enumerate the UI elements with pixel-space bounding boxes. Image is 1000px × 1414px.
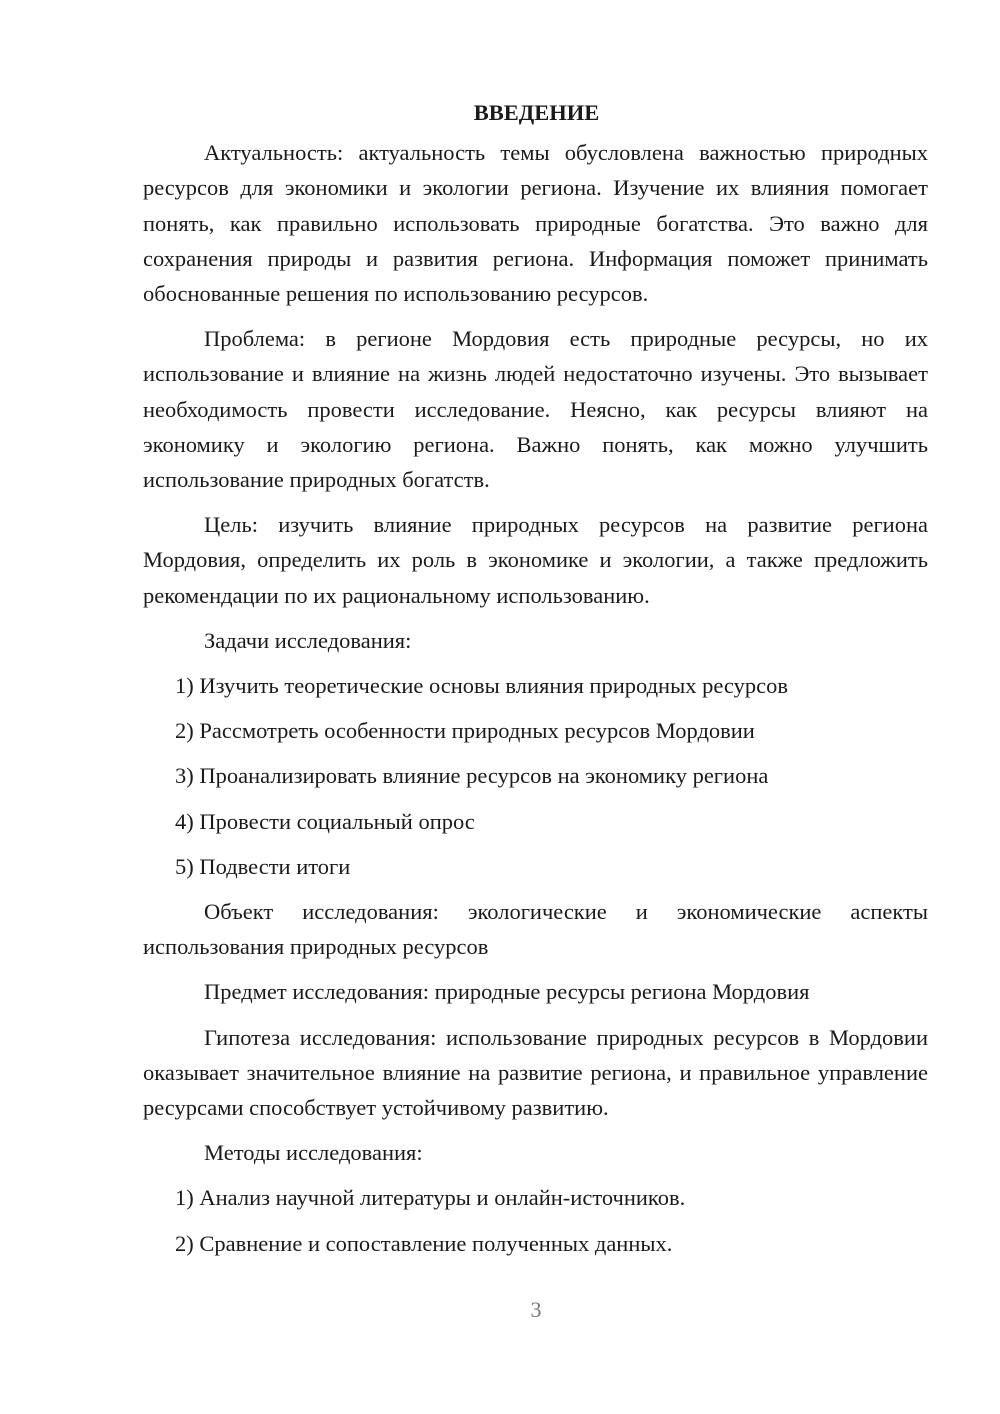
tasks-heading: Задачи исследования: — [204, 627, 412, 653]
problem-paragraph: Проблема: в регионе Мордовия есть природные ресурсы, но их использование и влияние на жизнь людей недостаточно изучены. Это вызывает необходимость провести исследование. Неясно, как ресурсы влияют на экономику и экологию региона. Важно понять, как можно улучшить использование природных богатств. — [143, 326, 928, 493]
list-item: 2) Сравнение и сопоставление полученных данных. — [175, 1230, 673, 1256]
list-item: 2) Рассмотреть особенности природных ресурсов Мордовии — [175, 718, 755, 744]
list-item: 5) Подвести итоги — [175, 853, 351, 879]
list-item: 1) Изучить теоретические основы влияния природных ресурсов — [175, 673, 788, 699]
list-item: 1) Анализ научной литературы и онлайн-источников. — [175, 1185, 686, 1211]
list-item: 3) Проанализировать влияние ресурсов на экономику региона — [175, 763, 769, 789]
hypothesis-paragraph: Гипотеза исследования: использование природных ресурсов в Мордовии оказывает значительное влияние на развитие региона, и правильное управление ресурсами способствует устойчивому развитию. — [143, 1024, 928, 1121]
list-item: 4) Провести социальный опрос — [175, 808, 475, 834]
methods-heading: Методы исследования: — [204, 1140, 423, 1166]
document-page — [143, 95, 928, 1271]
relevance-paragraph: Актуальность: актуальность темы обусловлена важностью природных ресурсов для экономики и экологии региона. Изучение их влияния помогает понять, как правильно использовать природные богатства. Это важно для сохранения природы и развития региона. Информация поможет принимать обоснованные решения по использованию ресурсов. — [143, 140, 928, 307]
section-title: ВВЕДЕНИЕ — [473, 100, 600, 125]
object-paragraph: Объект исследования: экологические и экономические аспекты использования природных ресурсов — [143, 899, 928, 960]
subject-paragraph: Предмет исследования: природные ресурсы региона Мордовия — [204, 979, 810, 1005]
goal-paragraph: Цель: изучить влияние природных ресурсов на развитие региона Мордовия, определить их роль в экономике и экологии, а также предложить рекомендации по их рациональному использованию. — [143, 512, 928, 608]
page-number: 3 — [530, 1297, 542, 1322]
methods-list — [143, 1180, 928, 1260]
tasks-list — [143, 668, 928, 884]
